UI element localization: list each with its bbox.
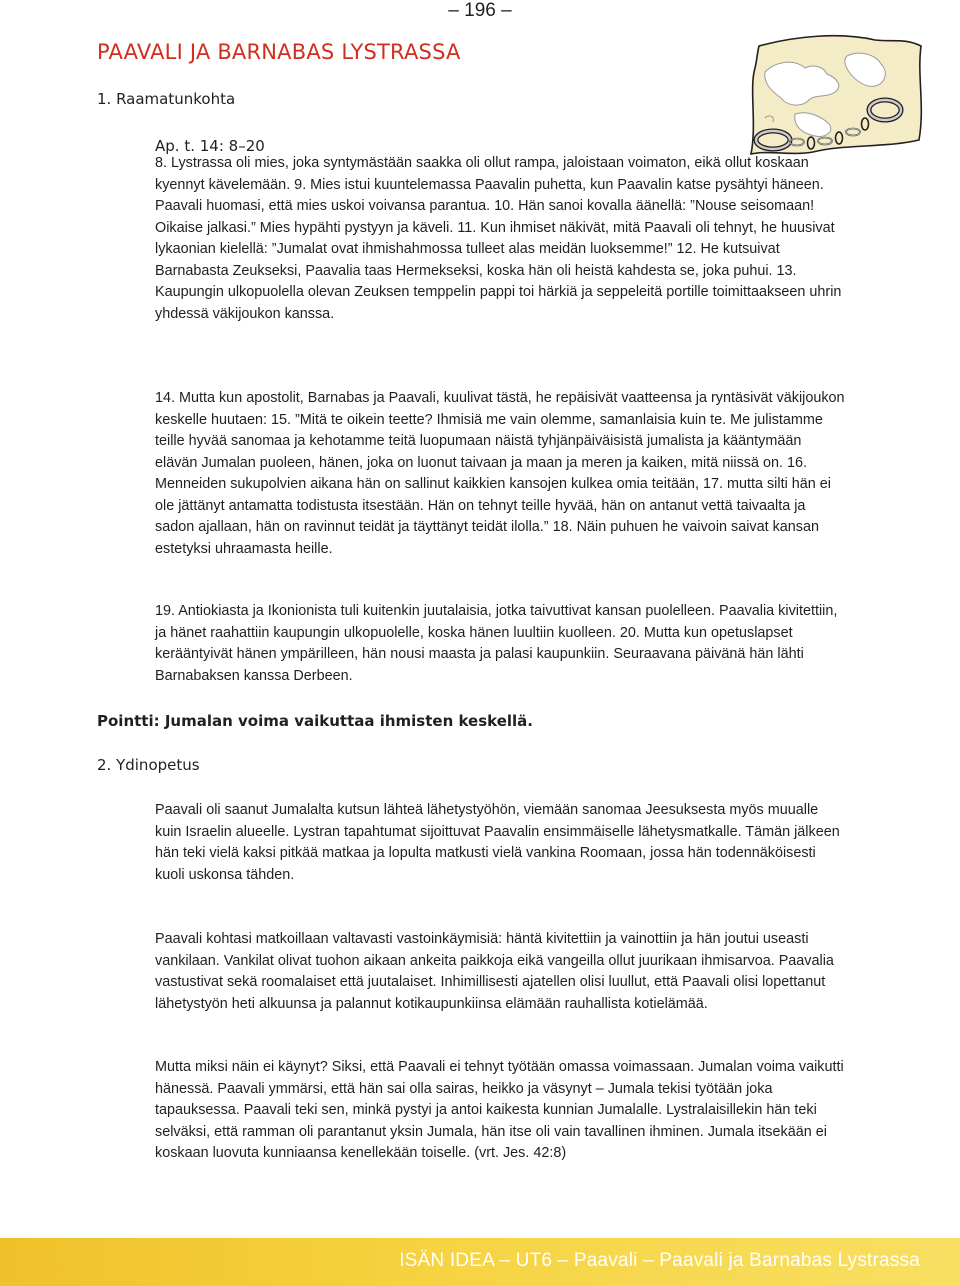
bible-reference: Ap. t. 14: 8–20	[155, 137, 265, 155]
teaching-paragraph: Mutta miksi näin ei käynyt? Siksi, että Paavali ei tehnyt työtään omassa voimassaan. Jumalan voima vaikutti hänessä. Paavali ymmärsi, että hän sai olla sairas, heikko ja väsynyt – Jumala tekisi työtään joka tapauksessa. Paavali teki sen, minkä pystyi ja antoi kaikesta kunnian Jumalalle. Lystralaisillekin hän teki selväksi, että ramman oli parantanut yksin Jumala, hän itse oli vain tavallinen ihminen. Jumala itsekään ei koskaan luovuta kunniaansa kenellekään toiselle. (vrt. Jes. 42:8)	[155, 1059, 844, 1161]
scripture-paragraph: 8. Lystrassa oli mies, joka syntymästään saakka oli ollut rampa, jaloistaan voimaton, eikä ollut koskaan kyennyt kävelemään. 9. Mies istui kuuntelemassa Paavalin puhetta, kun Paavalin katse pysähtyi häneen. Paavali huomasi, että mies uskoi voivansa parantua. 10. Hän sanoi kovalla äänellä: ”Nouse seisomaan! Oikaise jalkasi.” Mies hypähti pystyyn ja käveli. 11. Kun ihmiset näkivät, mitä Paavali oli tehnyt, he huusivat lykaonian kielellä: ”Jumalat ovat ihmishahmossa tulleet alas meidän luoksemme!” 12. He kutsuivat Barnabasta Zeukseksi, Paavalia taas Hermekseksi, koska hän oli heistä kahdesta se, joka puhui. 13. Kaupungin ulkopuolella olevan Zeuksen temppelin pappi toi härkiä ja seppeleitä portille toimittaakseen uhrin yhdessä väkijoukon kanssa.	[155, 155, 842, 322]
key-point: Pointti: Jumalan voima vaikuttaa ihmisten keskellä.	[97, 712, 533, 730]
section-heading-ydinopetus: 2. Ydinopetus	[97, 756, 200, 774]
teaching-paragraph: Paavali kohtasi matkoillaan valtavasti vastoinkäymisiä: häntä kivitettiin ja vainottiin ja hän joutui useasti vankilaan. Vankilat olivat tuohon aikaan ankeita paikkoja eikä vangeilla ollut juurikaan ihmisarvoa. Paavalia vastustivat sekä roomalaiset että juutalaiset. Inhimillisesti ajatellen olisi luullut, että Paavali olisi lopettanut lähetystyön heti alkuunsa ja palannut kotikaupunkiinsa elämään rauhallista kotielämää.	[155, 931, 834, 1012]
teaching-paragraph: Paavali oli saanut Jumalalta kutsun lähteä lähetystyöhön, viemään sanomaa Jeesuksesta myös muualle kuin Israelin alueelle. Lystran tapahtumat sijoittuvat Paavalin ensimmäiselle lähetysmatkalle. Tämän jälkeen hän teki vielä kaksi pitkää matkaa ja lopulta matkusti vielä vankina Roomaan, jossa hän todennäköisesti kuoli uskonsa tähden.	[155, 802, 840, 883]
scripture-paragraph: 14. Mutta kun apostolit, Barnabas ja Paavali, kuulivat tästä, he repäisivät vaatteensa ja ryntäsivät väkijoukon keskelle huutaen: 15. ”Mitä te oikein teette? Ihmisiä me vain olemme, samanlaisia kuin te. Me julistamme teille hyvää sanomaa ja kehotamme teitä luopumaan näistä tyhjänpäiväisistä jumalista ja kääntymään elävän Jumalan puoleen, hänen, joka on luonut taivaan ja maan ja meren ja kaiken, mitä niissä on. 16. Menneiden sukupolvien aikana hän on sallinut kaikkien kansojen kulkea omia teitään, 17. mutta silti hän ei ole jättänyt antamatta todistusta itsestään. Hän on tehnyt teille hyvää, hän on antanut vettä taivaalta ja sadon ajallaan, hän on ravinnut teidät ja täyttänyt teidät ilolla.” 18. Näin puhuen he vaivoin saivat kansan estetyksi uhraamasta heille.	[155, 390, 845, 557]
page-number: – 196 –	[448, 0, 512, 21]
page-title: PAAVALI JA BARNABAS LYSTRASSA	[97, 40, 461, 64]
footer-bar	[0, 1238, 960, 1286]
section-heading-raamatunkohta: 1. Raamatunkohta	[97, 90, 236, 108]
footer-text: ISÄN IDEA – UT6 – Paavali – Paavali ja Barnabas Lystrassa	[399, 1250, 920, 1271]
map-and-shackles-illustration	[735, 28, 935, 163]
scripture-paragraph: 19. Antiokiasta ja Ikonionista tuli kuitenkin juutalaisia, jotka taivuttivat kansan puolelleen. Paavalia kivitettiin, ja hänet raahattiin kaupungin ulkopuolelle, koska hänen luultiin kuolleen. 20. Mutta kun opetuslapset kerääntyivät hänen ympärilleen, hän nousi maasta ja palasi kaupunkiin. Seuraavana päivänä hän lähti Barnabaksen kanssa Derbeen.	[155, 603, 838, 684]
